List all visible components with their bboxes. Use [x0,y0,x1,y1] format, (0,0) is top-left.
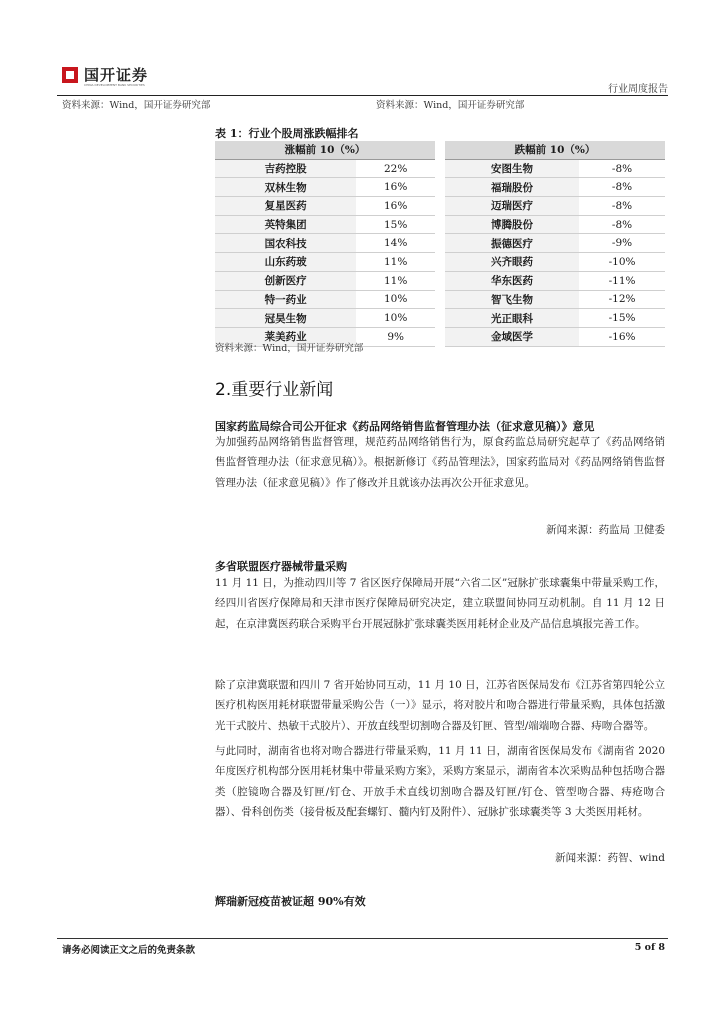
loss-header: 跌幅前 10（%） [445,141,665,159]
report-type: 行业周度报告 [608,84,668,95]
loss-stock-name: 振德医疗 [445,234,579,253]
footer-disclaimer: 请务必阅读正文之后的免责条款 [62,945,196,956]
section-title: 2.重要行业新闻 [215,380,334,400]
gain-stock-name: 复星医药 [215,197,356,216]
table-row [215,253,665,272]
gain-stock-name: 莱美药业 [215,327,356,346]
table-row [215,159,665,178]
header-divider [57,95,668,96]
loss-stock-name: 华东医药 [445,271,579,290]
loss-stock-name: 博腾股份 [445,215,579,234]
gain-stock-name: 山东药玻 [215,253,356,272]
loss-value: -10% [579,253,665,272]
news-paragraph: 为加强药品网络销售监督管理，规范药品网络销售行为，原食药监总局研究起草了《药品网络销售监督管理办法（征求意见稿）》。根据新修订《药品管理法》，国家药监局对《药品网络销售监督管理办法（征求意见稿）》作了修改并且就该办法再次公开征求意见。 [215,436,665,489]
brand-subtitle: CHINA DEVELOPMENT BANK SECURITIES [84,83,145,87]
gain-value: 9% [356,327,435,346]
gain-stock-name: 英特集团 [215,215,356,234]
loss-value: -8% [579,159,665,178]
loss-value: -8% [579,178,665,197]
column-gap [435,309,445,328]
loss-stock-name: 安图生物 [445,159,579,178]
table-title: 表 1：行业个股周涨跌幅排名 [215,127,359,140]
news-paragraph: 除了京津冀联盟和四川 7 省开始协同互动，11 月 10 日，江苏省医保局发布《江苏省第四轮公立医疗机构医用耗材联盟带量采购公告（一）》显示，将对胶片和吻合器进行带量采购，具体包括激光干式胶片、热敏干式胶片）、开放直线型切割吻合器及钉匣、管型/端端吻合器、痔吻合器等。 [215,679,665,732]
previous-chart-source-left: 资料来源：Wind，国开证券研究部 [62,100,211,111]
loss-value: -15% [579,309,665,328]
table-row [215,197,665,216]
loss-value: -12% [579,290,665,309]
news-paragraph: 与此同时，湖南省也将对吻合器进行带量采购，11 月 11 日，湖南省医保局发布《湖南省 2020 年度医疗机构部分医用耗材集中带量采购方案》，采购方案显示，湖南省本次采购品种包括吻合器类（腔镜吻合器及钉匣/钉仓、开放手术直线切割吻合器及钉匣/钉仓、管型吻合器、痔疮吻合器）、骨科创伤类（接骨板及配套螺钉、髓内钉及附件）、冠脉扩张球囊类等 3 大类医用耗材。 [215,745,665,818]
table-row [215,309,665,328]
column-gap [435,253,445,272]
column-gap [435,234,445,253]
gain-stock-name: 吉药控股 [215,159,356,178]
loss-value: -9% [579,234,665,253]
gain-value: 15% [356,215,435,234]
previous-chart-source-right: 资料来源：Wind，国开证券研究部 [376,100,525,111]
column-gap [435,159,445,178]
news-source: 新闻来源：药监局 卫健委 [546,524,665,536]
page-number: 5 of 8 [634,942,665,953]
gain-value: 16% [356,197,435,216]
loss-stock-name: 智飞生物 [445,290,579,309]
loss-stock-name: 光正眼科 [445,309,579,328]
column-gap [435,141,445,159]
brand-name: 国开证券 [84,66,149,84]
news-source: 新闻来源：药智、wind [555,852,665,864]
gain-header: 涨幅前 10（%） [215,141,435,159]
loss-stock-name: 迈瑞医疗 [445,197,579,216]
table-row [215,234,665,253]
column-gap [435,215,445,234]
loss-value: -16% [579,327,665,346]
loss-value: -8% [579,215,665,234]
gain-stock-name: 特一药业 [215,290,356,309]
column-gap [435,271,445,290]
column-gap [435,327,445,346]
footer-divider [57,938,668,939]
gain-value: 14% [356,234,435,253]
news-title: 多省联盟医疗器械带量采购 [215,560,347,573]
table-header-row [215,141,665,159]
news-paragraph: 11 月 11 日，为推动四川等 7 省区医疗保障局开展“六省二区”冠脉扩张球囊集中带量采购工作，经四川省医疗保障局和天津市医疗保障局研究决定，建立联盟间协同互动机制。自 11 月 12 日起，在京津冀医药联合采购平台开展冠脉扩张球囊类医用耗材企业及产品信息填报完善工作。 [215,577,665,630]
table-source: 资料来源：Wind，国开证券研究部 [215,343,364,354]
loss-stock-name: 福瑞股份 [445,178,579,197]
news-title: 辉瑞新冠疫苗被证超 90%有效 [215,895,366,908]
gain-value: 22% [356,159,435,178]
column-gap [435,197,445,216]
gain-stock-name: 冠昊生物 [215,309,356,328]
loss-stock-name: 兴齐眼药 [445,253,579,272]
gain-stock-name: 双林生物 [215,178,356,197]
loss-value: -11% [579,271,665,290]
table-row [215,178,665,197]
column-gap [435,178,445,197]
gain-value: 10% [356,290,435,309]
stock-ranking-table [215,141,665,347]
table-row [215,290,665,309]
loss-stock-name: 金域医学 [445,327,579,346]
table-row [215,215,665,234]
column-gap [435,290,445,309]
gain-value: 11% [356,271,435,290]
gain-stock-name: 创新医疗 [215,271,356,290]
table-row [215,271,665,290]
loss-value: -8% [579,197,665,216]
gain-value: 16% [356,178,435,197]
gain-value: 11% [356,253,435,272]
brand-logo-icon [62,67,78,83]
news-title: 国家药监局综合司公开征求《药品网络销售监督管理办法（征求意见稿）》意见 [215,420,595,433]
gain-stock-name: 国农科技 [215,234,356,253]
gain-value: 10% [356,309,435,328]
